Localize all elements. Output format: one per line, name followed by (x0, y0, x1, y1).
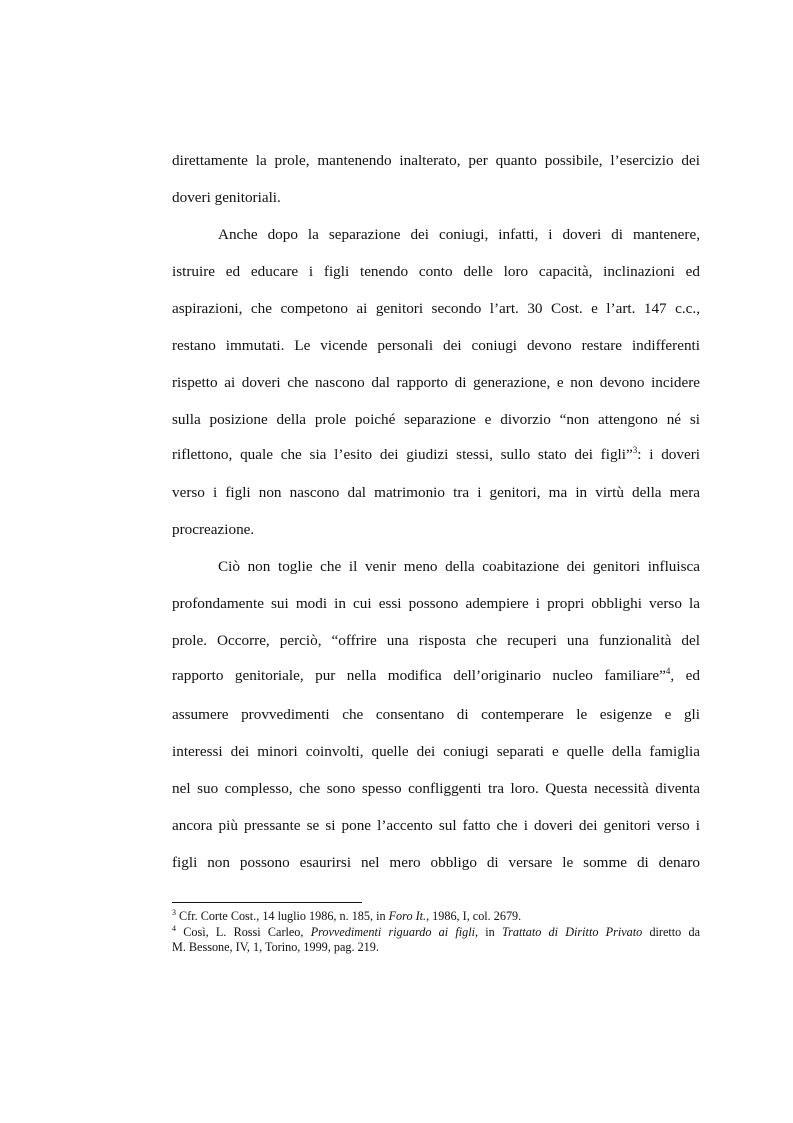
body-line: ancora più pressante se si pone l’accento sul fatto che i doveri dei genitori verso i (172, 817, 700, 834)
footnote-text: in (478, 925, 503, 939)
body-line: aspirazioni, che competono ai genitori secondo l’art. 30 Cost. e l’art. 147 c.c., (172, 300, 700, 317)
body-line: Ciò non toglie che il venir meno della coabitazione dei genitori influisca (218, 558, 700, 575)
footnote-text: Cfr. Corte Cost., 14 luglio 1986, n. 185, in (179, 909, 389, 923)
body-line: Anche dopo la separazione dei coniugi, infatti, i doveri di mantenere, (218, 226, 700, 243)
body-line: prole. Occorre, perciò, “offrire una risposta che recuperi una funzionalità del (172, 632, 700, 649)
footnote-number: 3 (172, 908, 176, 917)
body-text: riflettono, quale che sia l’esito dei giudizi stessi, sullo stato dei figli” (172, 446, 633, 463)
footnote-separator (172, 902, 362, 903)
body-line: rispetto ai doveri che nascono dal rapporto di generazione, e non devono incidere (172, 374, 700, 391)
body-text: , ed (670, 667, 700, 684)
body-line: figli non possono esaurirsi nel mero obbligo di versare le somme di denaro (172, 854, 700, 871)
body-line: istruire ed educare i figli tenendo conto delle loro capacità, inclinazioni ed (172, 263, 700, 280)
body-line: restano immutati. Le vicende personali dei coniugi devono restare indifferenti (172, 337, 700, 354)
footnote-text: diretto da (642, 925, 700, 939)
footnote-source-title: Foro It. (388, 909, 427, 923)
body-line: direttamente la prole, mantenendo inalterato, per quanto possibile, l’esercizio dei (172, 152, 700, 169)
footnote-text: , 1986, I, col. 2679. (426, 909, 522, 923)
footnote-ref-4[interactable]: 4 (665, 666, 671, 676)
body-line-with-footnote-ref (172, 446, 700, 464)
footnote-4 (172, 925, 700, 940)
body-text: : i doveri (637, 446, 700, 463)
body-line: profondamente sui modi in cui essi possono adempiere i propri obblighi verso la (172, 595, 700, 612)
body-line: interessi dei minori coinvolti, quelle dei coniugi separati e quelle della famiglia (172, 743, 700, 760)
footnote-4-continuation: M. Bessone, IV, 1, Torino, 1999, pag. 219. (172, 940, 379, 954)
footnote-source-title: Provvedimenti riguardo ai figli, (310, 925, 479, 939)
body-line: assumere provvedimenti che consentano di contemperare le esigenze e gli (172, 706, 700, 723)
footnote-3 (172, 909, 700, 924)
body-line: procreazione. (172, 521, 255, 538)
body-line: sulla posizione della prole poiché separazione e divorzio “non attengono né si (172, 411, 700, 428)
body-line: doveri genitoriali. (172, 189, 281, 206)
body-line: nel suo complesso, che sono spesso confliggenti tra loro. Questa necessità diventa (172, 780, 700, 797)
body-text: rapporto genitoriale, pur nella modifica dell’originario nucleo familiare” (172, 667, 666, 684)
body-line-with-footnote-ref (172, 667, 700, 685)
footnote-text: Così, L. Rossi Carleo, (183, 925, 311, 939)
body-line: verso i figli non nascono dal matrimonio tra i genitori, ma in virtù della mera (172, 484, 700, 501)
footnote-source-title: Trattato di Diritto Privato (502, 925, 643, 939)
footnote-number: 4 (172, 924, 176, 933)
footnote-ref-3[interactable]: 3 (632, 445, 638, 455)
